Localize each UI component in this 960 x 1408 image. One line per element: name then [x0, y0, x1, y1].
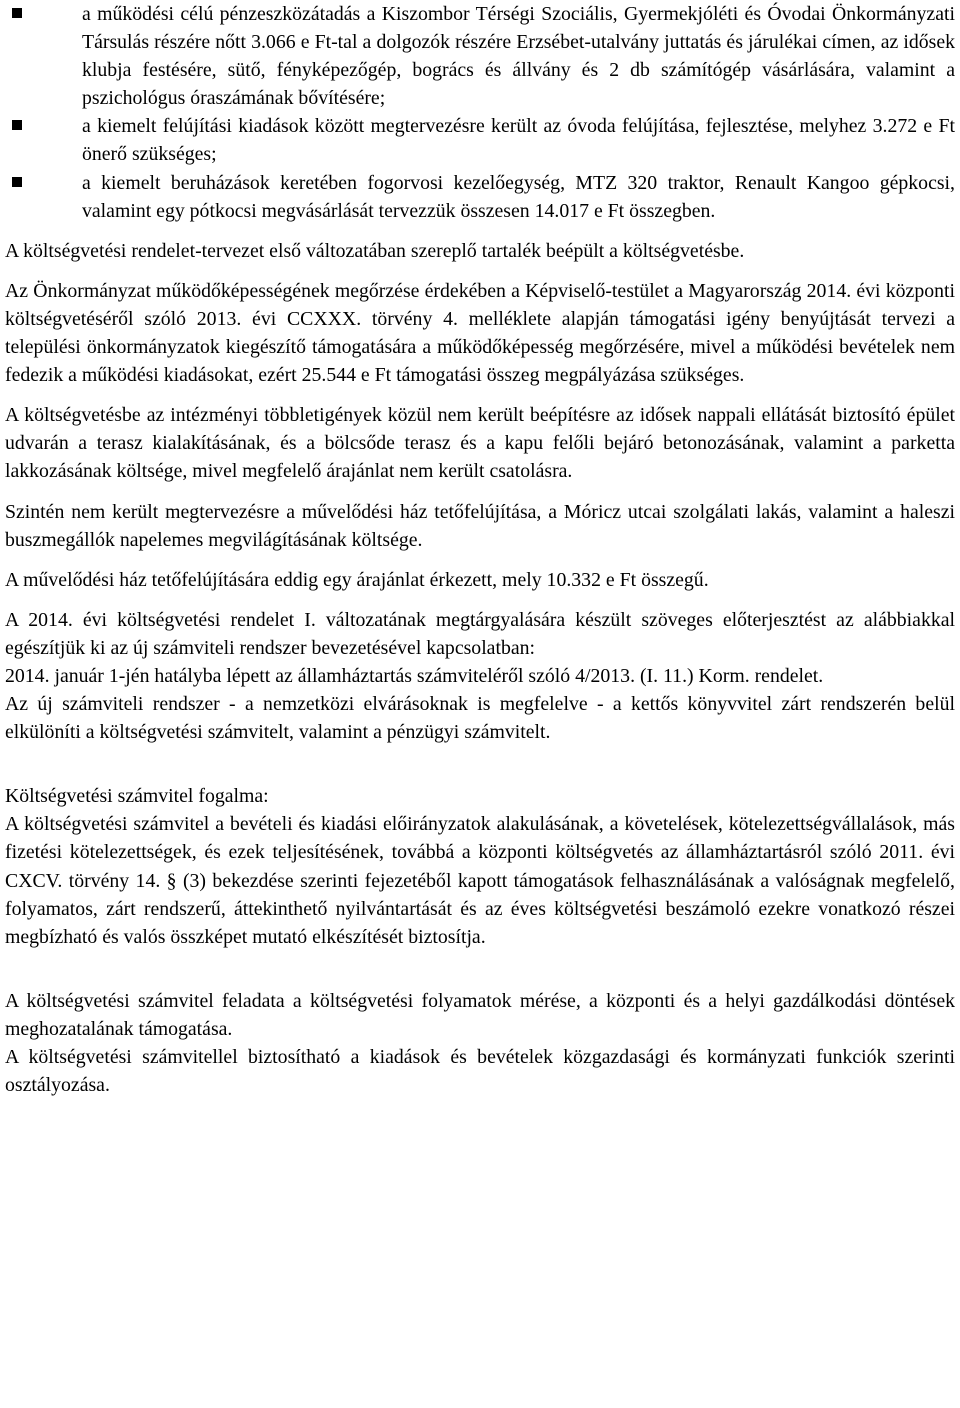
paragraph-support-application: Az Önkormányzat működőképességének megőrzése érdekében a Képviselő-testület a Magyarország 2014. évi központi költségvetéséről szóló 2013. évi CCXXX. törvény 4. melléklete alapján támogatási igény benyújtását tervezi a települési önkormányzatok kiegészítő támogatására a működőképesség megőrzésére, mivel a működési bevételek nem fedezik a működési kiadásokat, ezért 25.544 e Ft támogatási összeg megpályázása szükséges. — [5, 279, 955, 387]
paragraph-unplanned-items: A költségvetésbe az intézményi többletigények közül nem került beépítésre az idősek nappali ellátását biztosító épület udvarán a terasz kialakításának, és a bölcsőde terasz és a kapu felőli bejáró betonozásának, valamint a parketta lakkozásának költsége, mivel megfelelő árajánlat nem került csatolásra. — [5, 404, 955, 483]
square-bullet-icon — [12, 177, 22, 187]
document-page — [5, 0, 955, 1099]
paragraph-concept: A költségvetési számvitel a bevételi és kiadási előirányzatok alakulásának, a követelések, kötelezettségvállalások, más fizetési kötelezettségek, és ezek teljesítésének, továbbá a központi költségvetés az államháztartásról szóló 2011. évi CXCV. törvény 14. § (3) bekezdése szerinti fejezetéből kapott támogatások felhasználásának a valóságnak megfelelő, folyamatos, zárt rendszerű, áttekinthető nyilvántartását és az éves költségvetési beszámoló ezekre vonatkozó részei megbízható és valós összképet mutató elkészítését biztosítja. — [5, 813, 955, 948]
paragraph-price-offer: A művelődési ház tetőfelújítására eddig egy árajánlat érkezett, mely 10.332 e Ft összegű. — [5, 568, 709, 591]
paragraph-task: A költségvetési számvitel feladata a költségvetési folyamatok mérése, a központi és a helyi gazdálkodási döntések meghozatalának támogatása. — [5, 989, 955, 1040]
bullet-list — [5, 0, 955, 225]
paragraph-accounting-intro: A 2014. évi költségvetési rendelet I. változatának megtárgyalására készült szöveges előterjesztést az alábbiakkal egészítjük ki az új számviteli rendszer bevezetésével kapcsolatban: — [5, 608, 955, 659]
square-bullet-icon — [12, 120, 22, 130]
bullet-text: a kiemelt felújítási kiadások között megtervezésre került az óvoda felújítása, fejlesztése, melyhez 3.272 e Ft önerő szükséges; — [82, 115, 955, 166]
paragraph-roof-renovation: Szintén nem került megtervezésre a művelődési ház tetőfelújítása, a Móricz utcai szolgálati lakás, valamint a haleszi buszmegállók napelemes megvilágításának költsége. — [5, 500, 955, 551]
paragraph-new-system: Az új számviteli rendszer - a nemzetközi elvárásoknak is megfelelve - a kettős könyvvitel zárt rendszerén belül elkülöníti a költségvetési számvitelt, valamint a pénzügyi számvitelt. — [5, 693, 955, 744]
paragraph-regulation: 2014. január 1-jén hatályba lépett az államháztartás számviteléről szóló 4/2013. (I. 11.) Korm. rendelet. — [5, 664, 824, 687]
section-heading-concept: Költségvetési számvitel fogalma: — [5, 785, 269, 808]
bullet-item — [5, 169, 955, 225]
bullet-item — [5, 0, 955, 112]
paragraph-classification: A költségvetési számvitellel biztosítható a kiadások és bevételek közgazdasági és kormányzati funkciók szerinti osztályozása. — [5, 1046, 955, 1097]
bullet-text: a működési célú pénzeszközátadás a Kiszombor Térségi Szociális, Gyermekjóléti és Óvodai Önkormányzati Társulás részére nőtt 3.066 e Ft-tal a dolgozók részére Erzsébet-utalvány juttatás és járulékai címen, az idősek klubja festésére, sütő, fényképezőgép, bogrács és állvány és 2 db számítógép vásárlására, valamint a pszichológus óraszámának bővítésére; — [82, 3, 955, 110]
bullet-text: a kiemelt beruházások keretében fogorvosi kezelőegység, MTZ 320 traktor, Renault Kangoo gépkocsi, valamint egy pótkocsi megvásárlását tervezzük összesen 14.017 e Ft összegben. — [82, 171, 955, 222]
bullet-item — [5, 112, 955, 168]
paragraph-reserve: A költségvetési rendelet-tervezet első változatában szereplő tartalék beépült a költségvetésbe. — [5, 239, 745, 262]
square-bullet-icon — [12, 8, 22, 18]
